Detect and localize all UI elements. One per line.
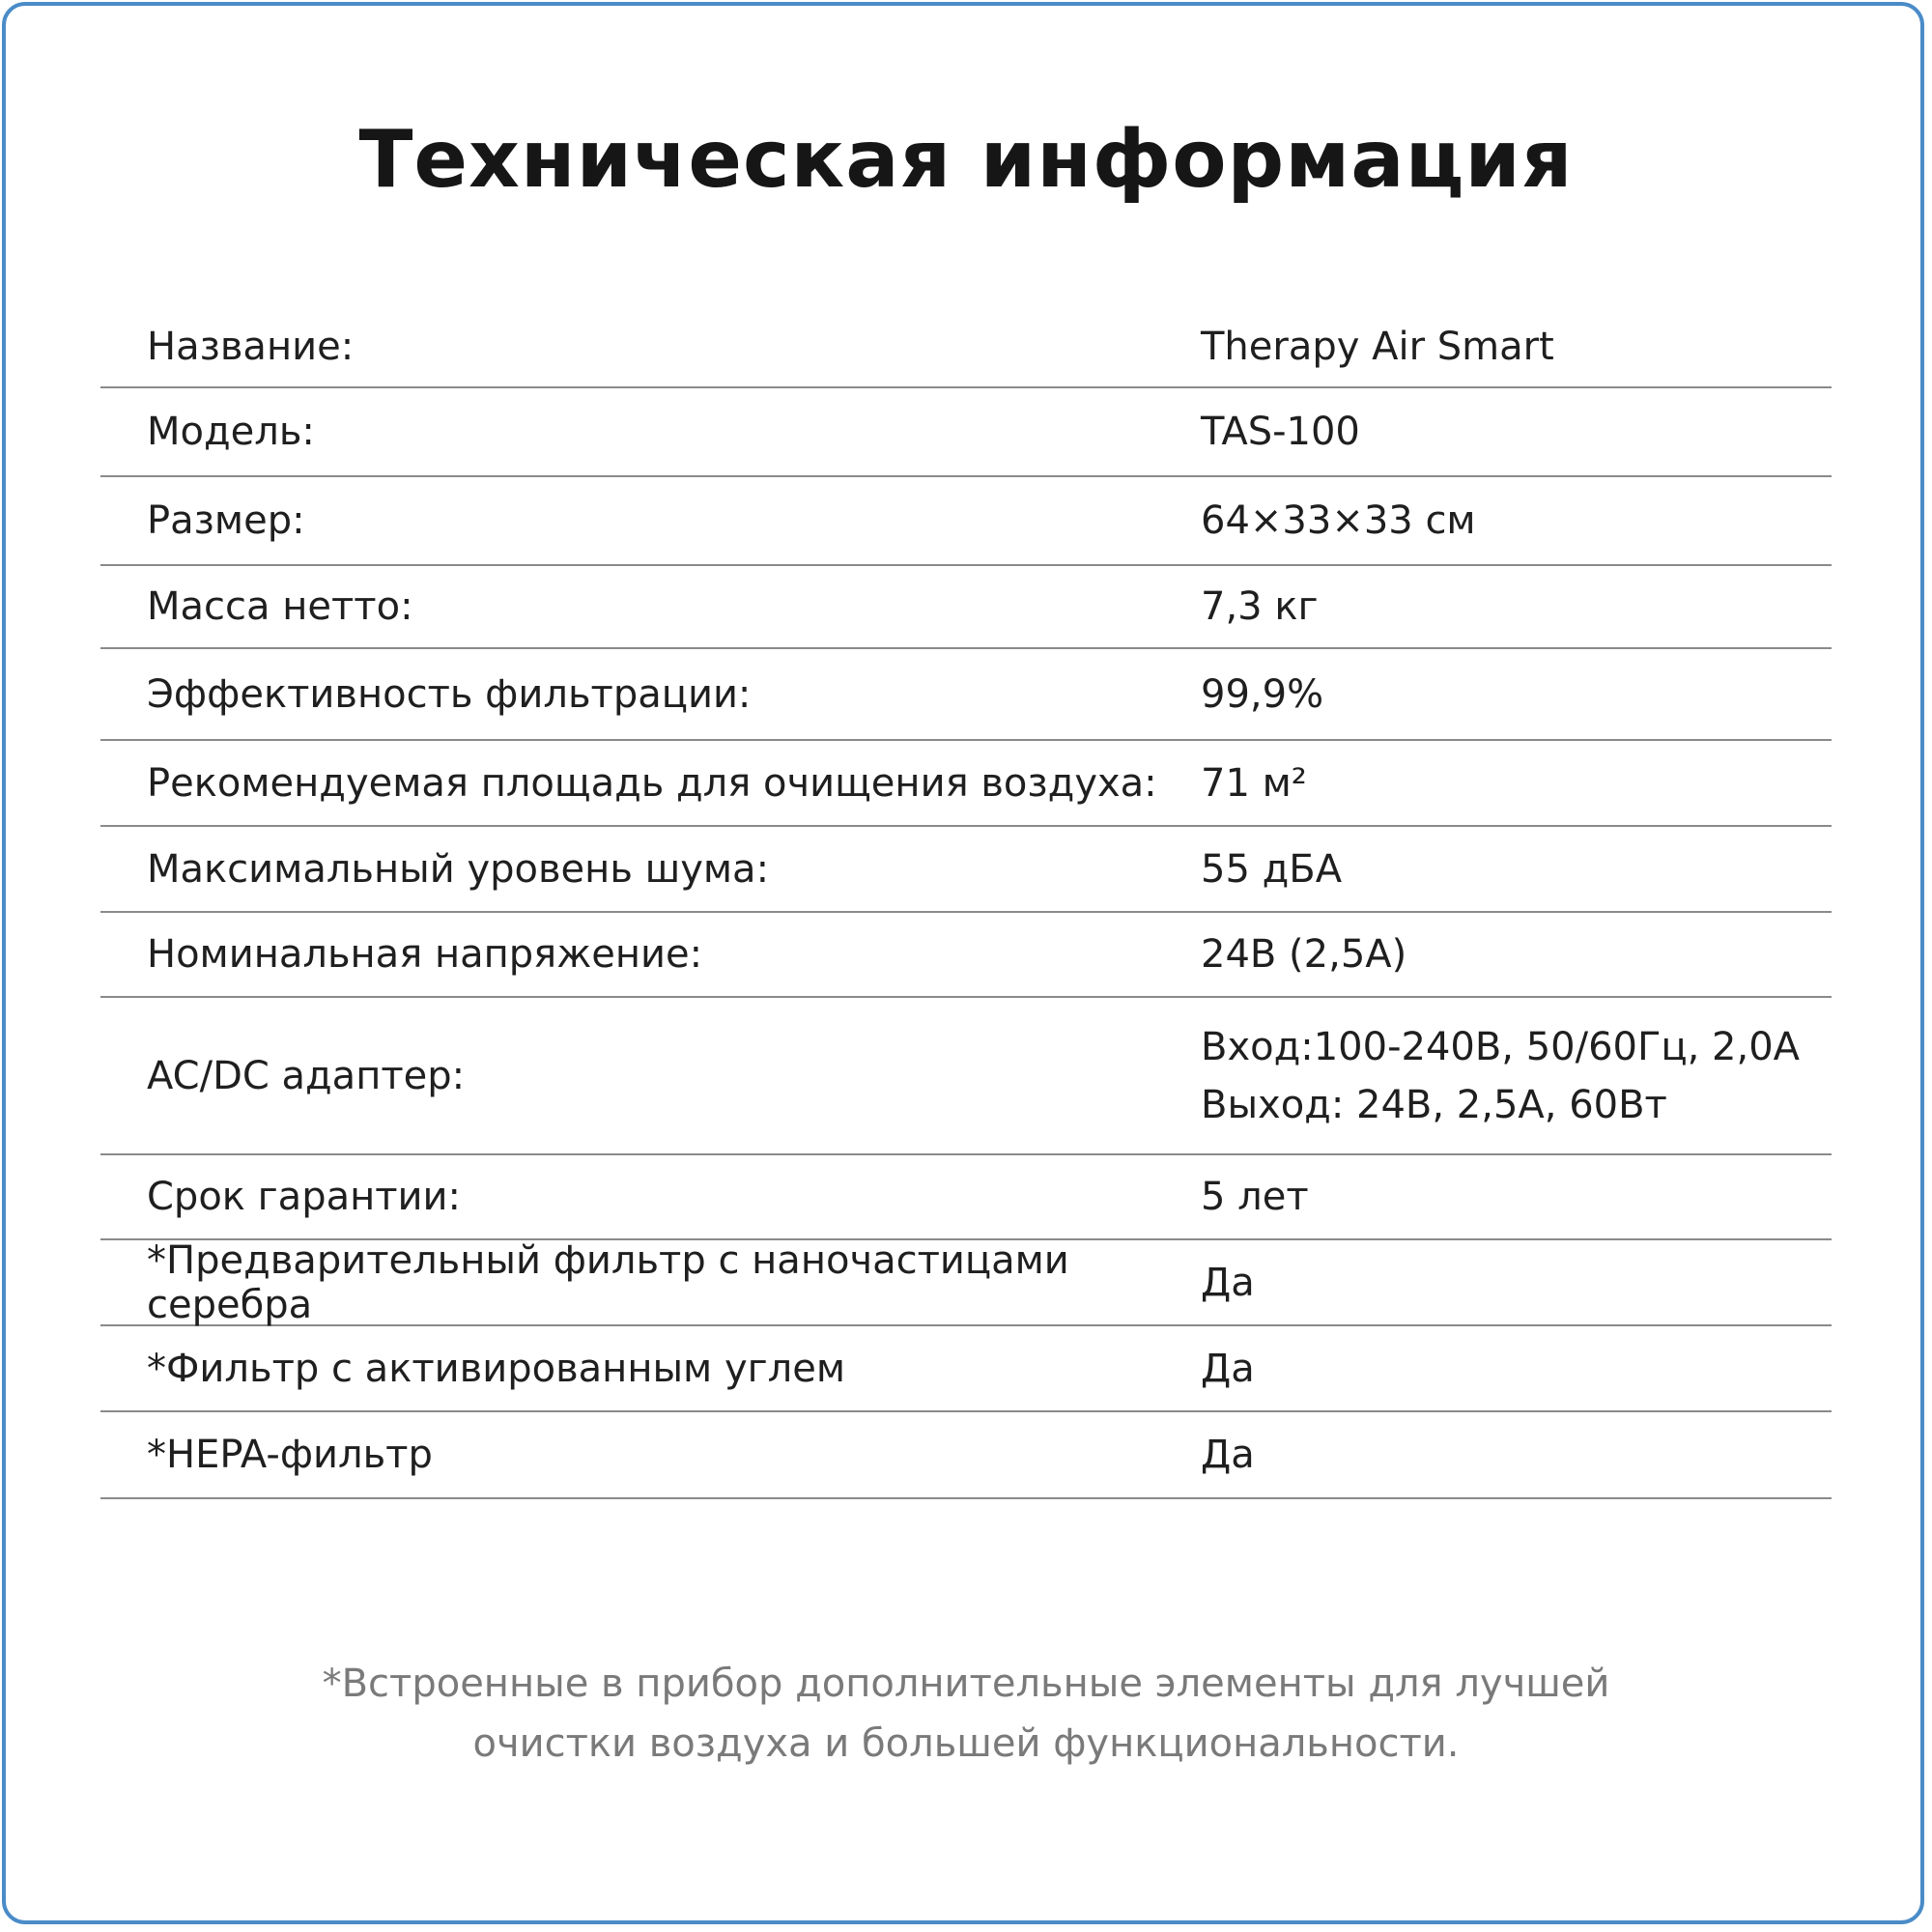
spec-row-efficiency: [100, 649, 1832, 741]
spec-value: 5 лет: [1201, 1175, 1309, 1219]
spec-row-carbon-filter: [100, 1326, 1832, 1412]
spec-value: 7,3 кг: [1201, 584, 1319, 629]
spec-label: *HEPA-фильтр: [147, 1433, 433, 1477]
spec-row-warranty: [100, 1155, 1832, 1240]
adapter-output-line: Выход: 24В, 2,5А, 60Вт: [1201, 1082, 1667, 1127]
spec-value: Да: [1201, 1346, 1255, 1391]
page-title: Техническая информация: [358, 114, 1574, 206]
spec-value: Да: [1201, 1260, 1255, 1305]
spec-label: Номинальная напряжение:: [147, 932, 703, 977]
footnote-line: *Встроенные в прибор дополнительные элементы для лучшей: [322, 1662, 1610, 1706]
spec-label: *Фильтр с активированным углем: [147, 1346, 845, 1391]
spec-value: Да: [1201, 1433, 1255, 1477]
spec-label: Масса нетто:: [147, 584, 413, 629]
spec-label: AC/DC адаптер:: [147, 1053, 466, 1098]
spec-label: Эффективность фильтрации:: [147, 671, 752, 717]
spec-row-area: [100, 741, 1832, 827]
spec-value: Therapy Air Smart: [1201, 325, 1554, 369]
spec-value: 24В (2,5А): [1201, 932, 1407, 977]
spec-row-adapter: [100, 998, 1832, 1155]
spec-row-weight: [100, 566, 1832, 649]
adapter-input-line: Вход:100-240В, 50/60Гц, 2,0А: [1201, 1024, 1801, 1069]
spec-row-voltage: [100, 913, 1832, 998]
spec-value: 55 дБА: [1201, 846, 1343, 892]
footnote: [0, 1654, 1932, 1774]
spec-row-prefilter: [100, 1237, 1832, 1327]
spec-row-name: [100, 307, 1832, 388]
spec-row-noise: [100, 827, 1832, 913]
spec-label: Модель:: [147, 410, 315, 454]
spec-label: Максимальный уровень шума:: [147, 846, 770, 892]
spec-row-model: [100, 388, 1832, 477]
spec-label: Срок гарантии:: [147, 1175, 462, 1219]
spec-value: 64×33×33 см: [1201, 498, 1476, 543]
spec-value: 99,9%: [1201, 671, 1324, 717]
spec-value: [1201, 1018, 1832, 1134]
spec-value: TAS-100: [1201, 410, 1360, 454]
spec-label: Рекомендуемая площадь для очищения воздуха:: [147, 760, 1157, 806]
spec-row-hepa-filter: [100, 1412, 1832, 1499]
footnote-line: очистки воздуха и большей функциональности.: [472, 1721, 1460, 1766]
spec-label: Название:: [147, 325, 355, 369]
spec-label: *Предварительный фильтр с наночастицами серебра: [147, 1237, 1069, 1327]
spec-value: 71 м²: [1201, 760, 1307, 806]
spec-label: Размер:: [147, 498, 305, 543]
spec-table: [100, 307, 1832, 1499]
spec-row-size: [100, 477, 1832, 566]
